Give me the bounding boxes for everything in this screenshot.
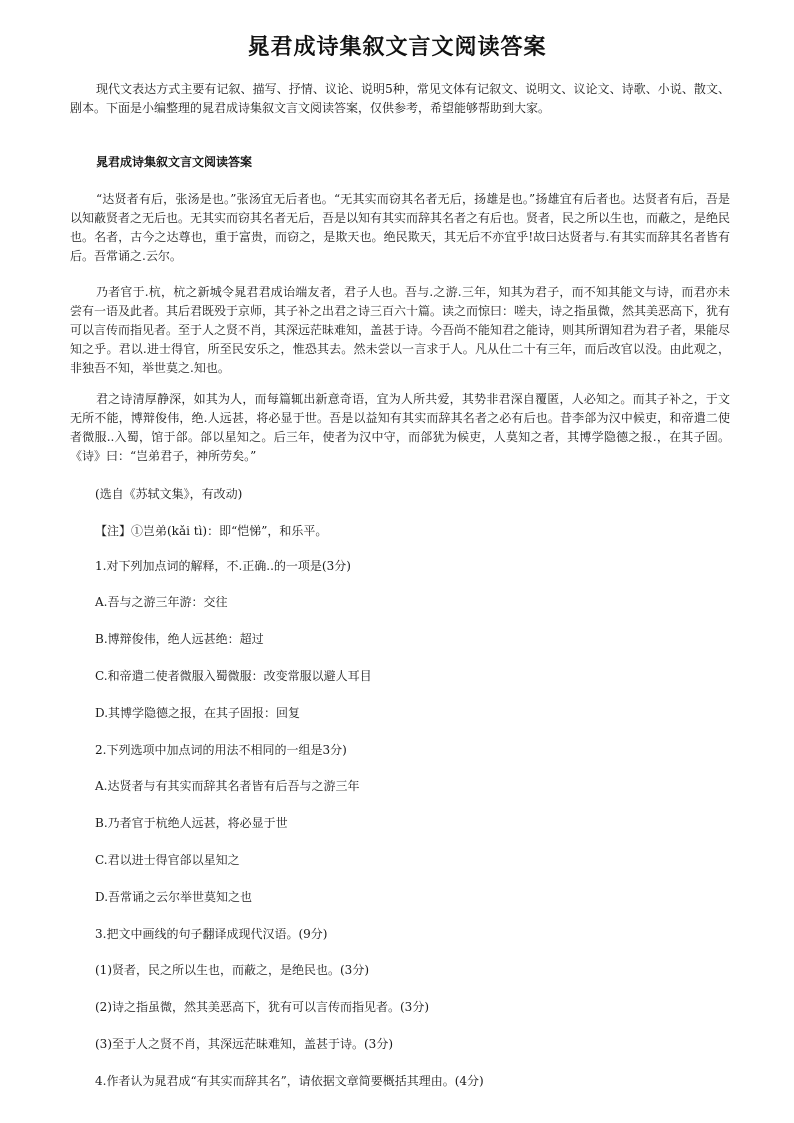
page-title: 晁君成诗集叙文言文阅读答案 [247,35,547,60]
section-heading: 晁君成诗集叙文言文阅读答案 [96,155,253,169]
option-1a: A.吾与之游三年游：交往 [95,595,228,609]
question-1: 1.对下列加点词的解释，不.正确..的一项是(3分) [95,559,351,573]
footnote: 【注】①岂弟(kǎi tì)：即“恺悌”，和乐平。 [95,524,328,538]
question-3-part-3: (3)至于人之贤不肖，其深远茫昧难知，盖甚于诗。(3分) [95,1037,393,1051]
question-2: 2.下列选项中加点词的用法不相同的一组是3分) [95,743,347,757]
option-1c: C.和帝遣二使者微服入蜀微服：改变常服以避人耳目 [95,669,372,683]
option-1b: B.博辩俊伟，绝人远甚绝：超过 [95,632,264,646]
question-3: 3.把文中画线的句子翻译成现代汉语。(9分) [95,927,328,941]
question-3-part-1: (1)贤者，民之所以生也，而蔽之，是绝民也。(3分) [95,963,369,977]
intro-paragraph: 现代文表达方式主要有记叙、描写、抒情、议论、说明5种，常见文体有记叙文、说明文、议论文、诗歌、小说、散文、剧本。下面是小编整理的晁君成诗集叙文言文阅读答案，仅供参考，希望能够帮助到大家。 [70,82,730,115]
passage-paragraph-2: 乃者官于.杭，杭之新城令晁君君成诒端友者，君子人也。吾与.之游.三年，知其为君子，而不知其能文与诗，而君亦未尝有一语及此者。其后君既殁于京师，其子补之出君之诗三百六十篇。读之而惊曰：嗟夫，诗之指虽微，然其美恶高下，犹有可以言传而指见者。至于人之贤不肖，其深远茫昧难知，盖甚于诗。今吾尚不能知君之能诗，则其所谓知君为君子者，果能尽知之乎。君以.进士得官，所至民安乐之，惟恐其去。然未尝以一言求于人。凡从仕二十有三年，而后改官以没。由此观之，非独吾不知，举世莫之.知也。 [70,285,731,375]
option-2d: D.吾常诵之云尔举世莫知之也 [95,890,253,904]
option-2b: B.乃者官于杭绝人远甚，将必显于世 [95,816,288,830]
passage-paragraph-3: 君之诗清厚静深，如其为人，而每篇辄出新意奇语，宜为人所共爱，其势非君深自覆匿，人必知之。而其子补之，于文无所不能，博辩俊伟，绝.人远甚，将必显于世。吾是以益知有其实而辞其名者之必有后也。昔李郃为汉中候吏，和帝遣二使者微服..入蜀，馆于郃。郃以星知之。后三年，使者为汉中守，而郃犹为候吏，人莫知之者，其博学隐德之报.，在其子固。《诗》曰：“岂弟君子，神所劳矣。” [70,392,730,463]
option-1d: D.其博学隐德之报，在其子固报：回复 [95,706,301,720]
question-4: 4.作者认为晁君成“有其实而辞其名”，请依据文章简要概括其理由。(4分) [95,1074,484,1088]
passage-paragraph-1: “达贤者有后，张汤是也。”张汤宜无后者也。“无其实而窃其名者无后，扬雄是也。”扬雄宜有后者也。达贤者有后，吾是以知蔽贤者之无后也。无其实而窃其名者无后，吾是以知有其实而辞其名者之有后也。贤者，民之所以生也，而蔽之，是绝民也。名者，古今之达尊也，重于富贵，而窃之，是欺天也。绝民欺天，其无后不亦宜乎!故曰达贤者与.有其实而辞其名者皆有后。吾常诵之.云尔。 [70,192,731,263]
option-2c: C.君以进士得官郃以星知之 [95,853,240,867]
option-2a: A.达贤者与有其实而辞其名者皆有后吾与之游三年 [95,779,360,793]
question-3-part-2: (2)诗之指虽微，然其美恶高下，犹有可以言传而指见者。(3分) [95,1000,429,1014]
source-citation: (选自《苏轼文集》，有改动) [95,487,243,501]
